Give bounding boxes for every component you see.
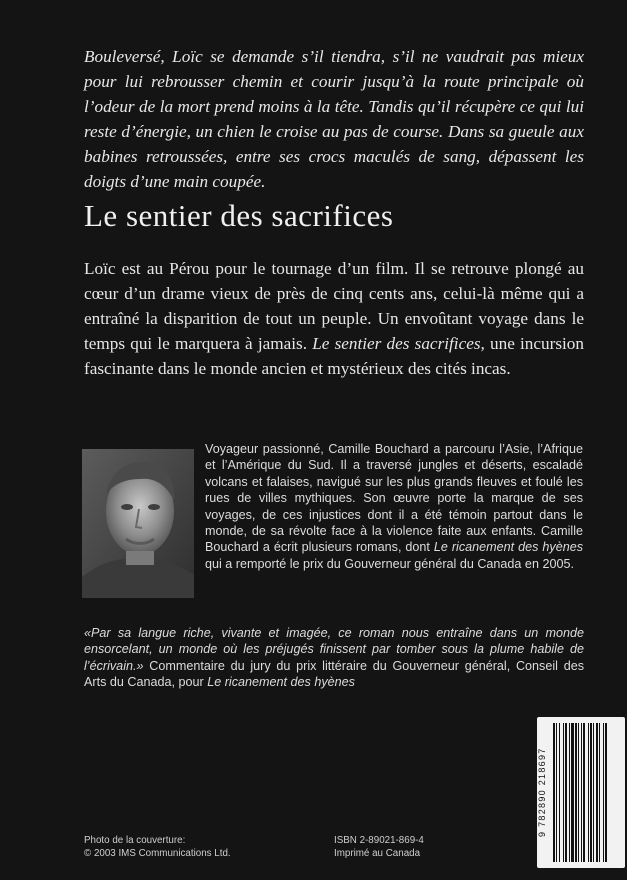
barcode-bar: [559, 723, 560, 862]
quote-attribution: Commentaire du jury du prix littéraire du Gouverneur général, Conseil des Arts du Canada, pour: [84, 658, 584, 690]
summary-text-2: , une incursion fascinante dans le monde ancien et mystérieux des cités incas.: [84, 334, 584, 378]
barcode-bar: [583, 723, 585, 862]
isbn: ISBN 2-89021-869-4: [334, 835, 424, 846]
barcode-bar: [578, 723, 579, 862]
summary-book-title: Le sentier des sacrifices: [312, 334, 481, 353]
intro-excerpt: Bouleversé, Loïc se demande s’il tiendra, s’il ne vaudrait pas mieux pour lui rebrousser chemin et courir jusqu’à la route principale où l’odeur de la mort prend moins à la tête. Tandis qu’il récupère ce qui lui reste d’énergie, un chien le croise au pas de course. Dans sa gueule aux babines retroussées, entre ses crocs maculés de sang, dépassent les doigts d’une main coupée.: [84, 47, 584, 191]
bio-book-title: Le ricanement des hyènes: [433, 540, 583, 555]
barcode-bar: [575, 723, 577, 862]
photo-credit-label: Photo de la couverture:: [84, 835, 186, 846]
barcode: [537, 717, 625, 868]
barcode-bar: [565, 723, 567, 862]
quote-text: «Par sa langue riche, vivante et imagée, ce roman nous entraîne dans un monde ensorcelant, un monde où les préjugés finissent par tomber sous la plume habile de l’écrivain.»: [84, 626, 584, 673]
barcode-bar: [556, 723, 557, 862]
bio-text-2: qui a remporté le prix du Gouverneur général du Canada en 2005.: [205, 556, 574, 571]
barcode-bar: [605, 723, 607, 862]
barcode-bar: [563, 723, 564, 862]
barcode-bar: [569, 723, 570, 862]
jury-quote: [84, 625, 584, 691]
barcode-bar: [553, 723, 555, 862]
summary-paragraph: [84, 256, 584, 381]
barcode-bar: [581, 723, 582, 862]
barcode-bar: [588, 723, 589, 862]
book-title: Le sentier des sacrifices: [84, 198, 394, 233]
photo-credit-owner: © 2003 IMS Communications Ltd.: [84, 848, 231, 859]
barcode-bar: [599, 723, 600, 862]
barcode-bar: [593, 723, 594, 862]
barcode-digits: 9 782890 218697: [537, 747, 547, 838]
author-photo: [82, 449, 194, 598]
barcode-bar: [596, 723, 598, 862]
barcode-bar: [590, 723, 592, 862]
author-portrait-icon: [82, 449, 194, 598]
author-bio: [205, 441, 583, 572]
printed-in: Imprimé au Canada: [334, 848, 421, 859]
bio-text-1: Voyageur passionné, Camille Bouchard a parcouru l’Asie, l’Afrique et l’Amérique du Sud. Il a traversé jungles et déserts, escaladé volcans et falaises, navigué sur les plus grands fleuves et foulé les rues de villes mythiques. Son œuvre porte la marque de ses voyages, de ces injustices dont il a été témoin partout dans le monde, de sa révolte face à la violence faite aux enfants. Camille Bouchard a écrit plusieurs romans, dont: [205, 442, 583, 555]
barcode-bars: [553, 723, 621, 862]
barcode-bar: [571, 723, 574, 862]
isbn-block: [334, 834, 494, 860]
photo-credit: [84, 834, 284, 860]
barcode-bar: [603, 723, 604, 862]
quote-book-title: Le ricanement des hyènes: [207, 675, 355, 690]
summary-text-1: Loïc est au Pérou pour le tournage d’un film. Il se retrouve plongé au cœur d’un drame vieux de près de cinq cents ans, celui-là même qui a entraîné la disparition de tout un peuple. Un envoûtant voyage dans le temps qui le marquera à jamais.: [84, 259, 584, 353]
